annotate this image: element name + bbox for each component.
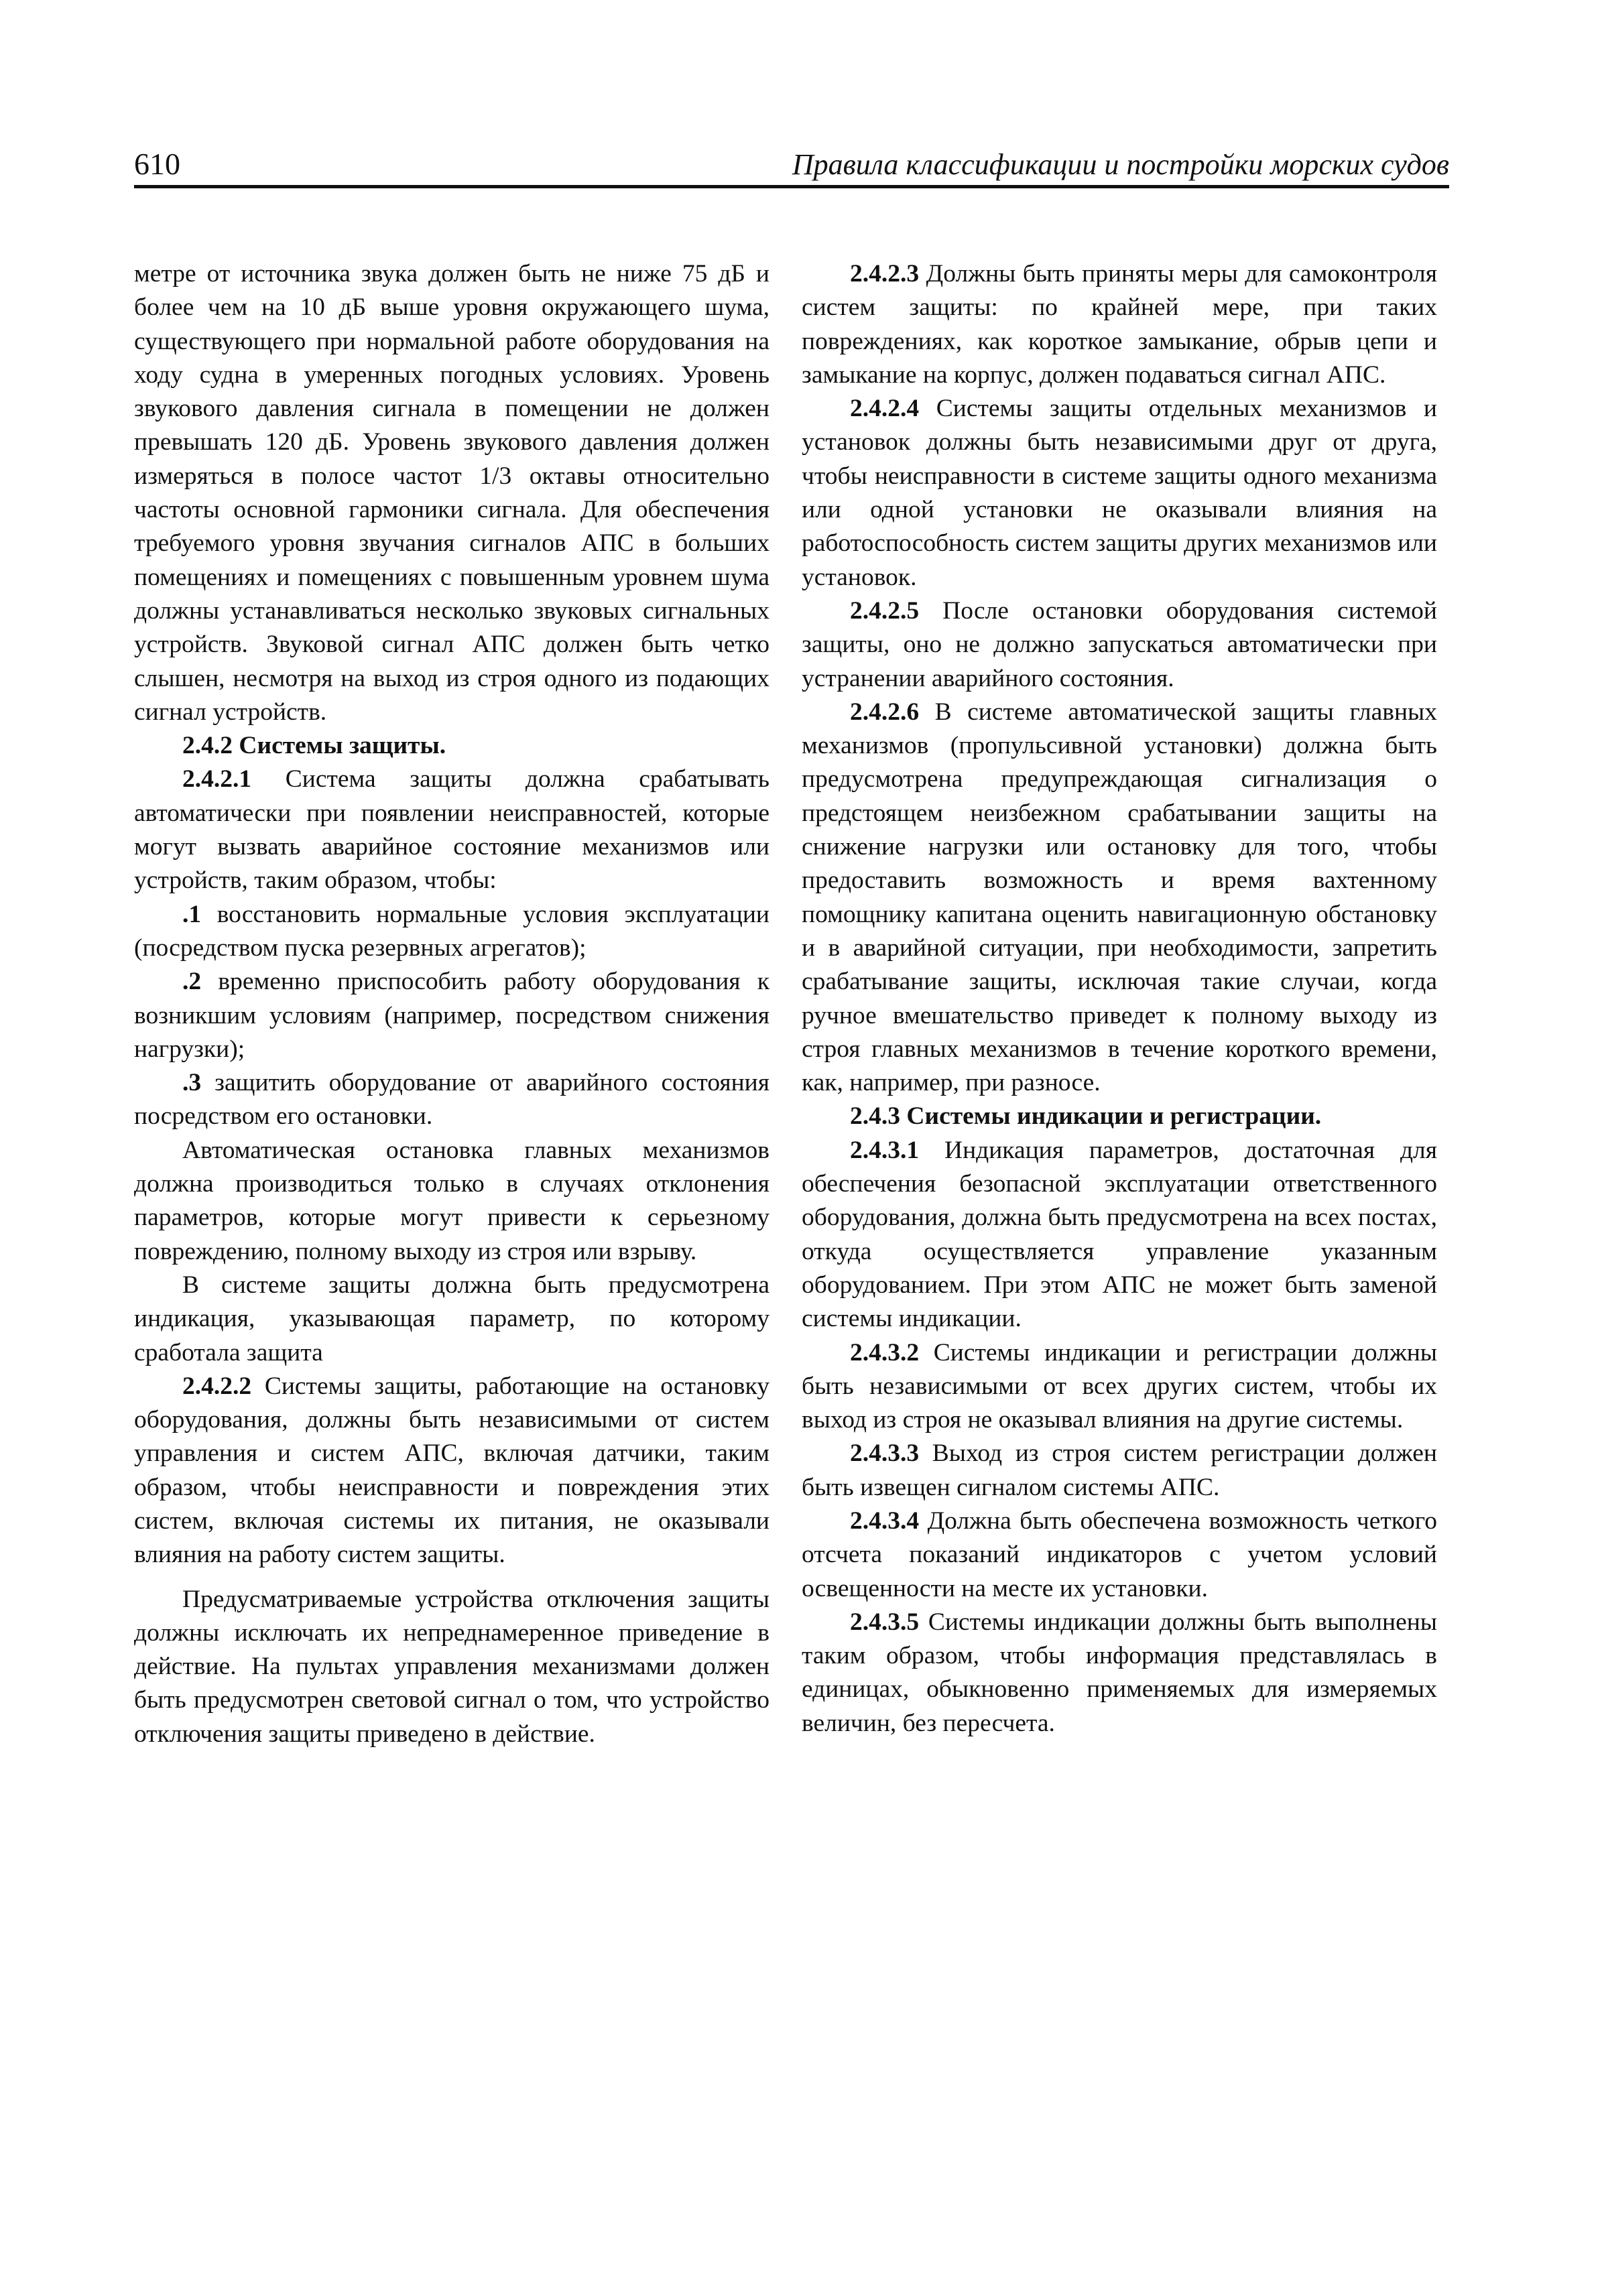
clause-text: Системы индикации должны быть выполнены таким образом, чтобы информация представлялась в единицах, обыкновенно применяемых для измеряемых величин, без пересчета.: [802, 1608, 1437, 1737]
paragraph-2-4-2-6: [802, 696, 1437, 1100]
paragraph-automatic-shutdown: Автоматическая остановка главных механизмов должна производиться только в случаях отклонения параметров, которые могут привести к серьезному повреждению, полному выходу из строя или взрыву.: [134, 1136, 769, 1265]
clause-number: 2.4.2.1: [182, 765, 252, 793]
paragraph-2-4-2-4: [802, 392, 1437, 594]
paragraph-2-4-3-5: [802, 1606, 1437, 1740]
list-item-number: .2: [182, 968, 202, 996]
list-item-2: [134, 965, 769, 1066]
clause-number: 2.4.2.4: [850, 395, 920, 423]
clause-text: Индикация параметров, достаточная для обеспечения безопасной эксплуатации ответственного оборудования, должна быть предусмотрена на всех постах, откуда осуществляется управление указанным оборудованием. При этом АПС не может быть заменой системы индикации.: [802, 1136, 1437, 1333]
clause-text: Системы защиты отдельных механизмов и установок должны быть независимыми друг от друга, чтобы неисправности в системе защиты одного механизма или одной установки не оказывали влияния на работоспособность систем защиты других механизмов или установок.: [802, 395, 1437, 591]
paragraph-2-4-3-4: [802, 1505, 1437, 1606]
paragraph-2-4-3-2: [802, 1336, 1437, 1438]
clause-text: Система защиты должна срабатывать автоматически при появлении неисправностей, которые могут вызвать аварийное состояние механизмов или устройств, таким образом, чтобы:: [134, 765, 769, 895]
paragraph-2-4-2-1: [134, 763, 769, 897]
clause-text: После остановки оборудования системой защиты, оно не должно запускаться автоматически при устранении аварийного состояния.: [802, 596, 1437, 692]
paragraph-2-4-3-1: [802, 1134, 1437, 1336]
paragraph-continuation: метре от источника звука должен быть не ниже 75 дБ и более чем на 10 дБ выше уровня окружающего шума, существующего при нормальной работе оборудования на ходу судна в умеренных погодных условиях. Уровень звукового давления сигнала в помещении не должен превышать 120 дБ. Уровень звукового давления должен измеряться в полосе частот 1/3 октавы относительно частоты основной гармоники сигнала. Для обеспечения требуемого уровня звучания сигналов АПС в больших помещениях и помещениях с повышенным уровнем шума должны устанавливаться несколько звуковых сигнальных устройств. Звуковой сигнал АПС должен быть четко слышен, несмотря на выход из строя одного из подающих сигнал устройств.: [134, 260, 769, 726]
list-item-text: временно приспособить работу оборудования к возникшим условиям (например, посредством снижения нагрузки);: [134, 968, 769, 1063]
clause-number: 2.4.2.2: [182, 1372, 252, 1400]
clause-text: В системе автоматической защиты главных механизмов (пропульсивной установки) должна быть предусмотрена предупреждающая сигнализация о предстоящем неизбежном срабатывании защиты на снижение нагрузки или остановку для того, чтобы предоставить возможность и время вахтенному помощнику капитана оценить навигационную обстановку и в аварийной ситуации, при необходимости, запретить срабатывание защиты, исключая такие случаи, когда ручное вмешательство приведет к полному выходу из строя главных механизмов в течение короткого времени, как, например, при разносе.: [802, 698, 1437, 1097]
right-column: [802, 257, 1437, 1740]
list-item-number: .3: [182, 1069, 202, 1097]
paragraph-2-4-2-3: [802, 257, 1437, 392]
list-item-text: защитить оборудование от аварийного состояния посредством его остановки.: [134, 1069, 769, 1131]
left-column: [134, 257, 769, 1751]
section-heading-2-4-3: [802, 1100, 1437, 1133]
clause-number: 2.4.2.3: [850, 260, 920, 288]
paragraph-2-4-2-2: [134, 1370, 769, 1572]
section-heading-text: 2.4.2 Системы защиты.: [182, 732, 446, 760]
section-heading-2-4-2: [134, 729, 769, 763]
clause-number: 2.4.3.3: [850, 1440, 920, 1468]
list-item-number: .1: [182, 900, 202, 928]
page-header: [134, 143, 1449, 188]
paragraph-protection-disabling: Предусматриваемые устройства отключения защиты должны исключать их непреднамеренное приведение в действие. На пультах управления механизмами должен быть предусмотрен световой сигнал о том, что устройство отключения защиты приведено в действие.: [134, 1585, 769, 1748]
clause-number: 2.4.3.4: [850, 1507, 920, 1535]
list-item-1: [134, 898, 769, 966]
section-heading-text: 2.4.3 Системы индикации и регистрации.: [850, 1102, 1322, 1131]
clause-number: 2.4.3.2: [850, 1338, 920, 1366]
clause-text: Системы индикации и регистрации должны быть независимыми от всех других систем, чтобы их выход из строя не оказывал влияния на другие системы.: [802, 1338, 1437, 1434]
paragraph-2-4-2-5: [802, 594, 1437, 696]
list-item-3: [134, 1066, 769, 1134]
page-number: 610: [134, 147, 180, 181]
clause-text: Должны быть приняты меры для самоконтроля систем защиты: по крайней мере, при таких повреждениях, как короткое замыкание, обрыв цепи и замыкание на корпус, должен подаваться сигнал АПС.: [802, 260, 1437, 389]
running-title: Правила классификации и постройки морских судов: [792, 148, 1449, 181]
list-item-text: восстановить нормальные условия эксплуатации (посредством пуска резервных агрегатов);: [134, 900, 769, 962]
clause-number: 2.4.2.5: [850, 596, 920, 625]
clause-text: Должна быть обеспечена возможность четкого отсчета показаний индикаторов с учетом условий освещенности на месте их установки.: [802, 1507, 1437, 1602]
clause-number: 2.4.3.1: [850, 1136, 920, 1164]
clause-text: Системы защиты, работающие на остановку оборудования, должны быть независимыми от систем управления и систем АПС, включая датчики, таким образом, чтобы неисправности и повреждения этих систем, включая системы их питания, не оказывали влияния на работу систем защиты.: [134, 1372, 769, 1569]
clause-number: 2.4.2.6: [850, 698, 920, 726]
paragraph-2-4-3-3: [802, 1437, 1437, 1505]
paragraph-protection-indication: В системе защиты должна быть предусмотрена индикация, указывающая параметр, по которому сработала защита: [134, 1271, 769, 1366]
paragraph-gap: [134, 1572, 769, 1583]
clause-number: 2.4.3.5: [850, 1608, 920, 1636]
clause-text: Выход из строя систем регистрации должен быть извещен сигналом системы АПС.: [802, 1440, 1437, 1501]
